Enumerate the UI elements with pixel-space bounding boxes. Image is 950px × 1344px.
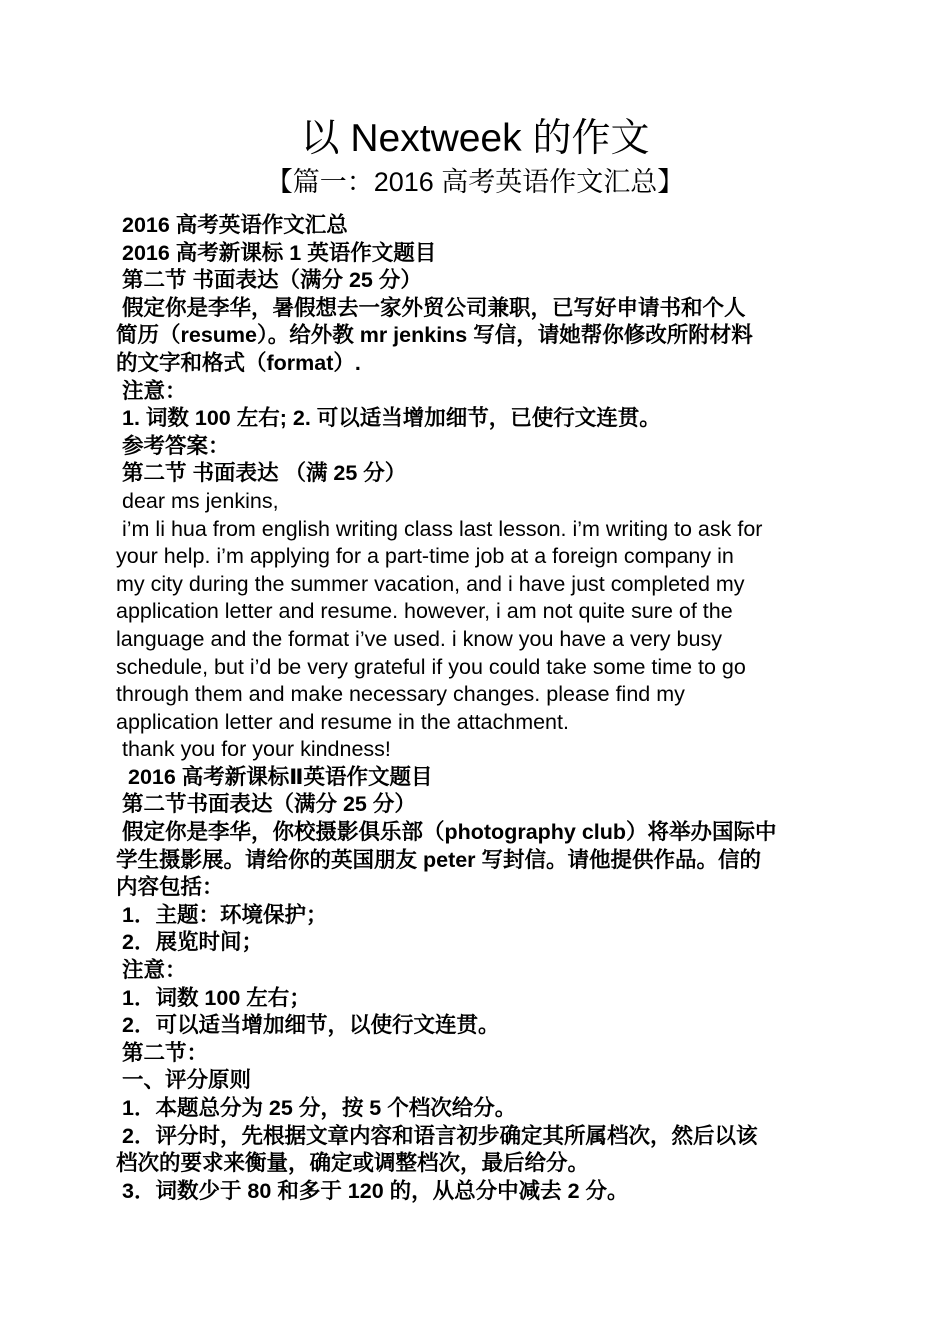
text-line: dear ms jenkins, [122,488,279,513]
text-line: 2016 高考英语作文汇总 [122,213,348,237]
text-line: i’m li hua from english writing class last lesson. i’m writing to ask for [122,516,763,541]
text-line: 档次的要求来衡量，确定或调整档次，最后给分。 [116,1151,590,1176]
text-line: 注意： [122,958,187,983]
text-line: 2．评分时，先根据文章内容和语言初步确定其所属档次，然后以该 [122,1123,758,1148]
text-line: 第二节 书面表达（满分 25 分） [122,268,422,293]
text-line: language and the format i’ve used. i know you have a very busy [116,626,722,651]
text-line: my city during the summer vacation, and i have just completed my [116,571,745,596]
text-line: 的文字和格式（format）. [116,350,361,375]
text-line: 简历（resume）。给外教 mr jenkins 写信，请她帮你修改所附材料 [116,323,753,348]
text-line: 参考答案： [122,433,230,458]
document-subtitle: 【篇一：2016 高考英语作文汇总】 [265,167,685,197]
text-line: application letter and resume. however, i am not quite sure of the [116,599,733,624]
text-line: 第二节： [122,1040,209,1065]
text-line: 2．可以适当增加细节，以使行文连贯。 [122,1013,500,1038]
text-line: 第二节 书面表达 （满 25 分） [122,461,407,486]
text-line: your help. i’m applying for a part-time job at a foreign company in [116,544,734,569]
text-line: 学生摄影展。请给你的英国朋友 peter 写封信。请他提供作品。信的 [116,847,762,872]
text-line: 2016 高考新课标Ⅱ英语作文题目 [128,764,433,789]
text-line: schedule, but i’d be very grateful if you could take some time to go [116,654,746,679]
text-line: application letter and resume in the attachment. [116,709,569,734]
text-line: through them and make necessary changes. please find my [116,682,685,707]
text-line: 第二节书面表达（满分 25 分） [122,792,416,817]
text-line: 1．词数 100 左右； [122,985,311,1010]
document-title: 以 Nextweek 的作文 [300,117,650,160]
text-line: 注意： [122,378,187,403]
text-line: thank you for your kindness! [122,737,391,762]
text-line: 1．本题总分为 25 分，按 5 个档次给分。 [122,1096,517,1120]
text-line: 一、评分原则 [122,1068,252,1093]
text-line: 假定你是李华，暑假想去一家外贸公司兼职，已写好申请书和个人 [122,295,746,320]
text-line: 1. 词数 100 左右; 2. 可以适当增加细节，已使行文连贯。 [122,406,661,431]
text-line: 1．主题：环境保护； [122,902,328,927]
text-line: 假定你是李华，你校摄影俱乐部（photography club）将举办国际中 [122,820,777,845]
text-line: 3．词数少于 80 和多于 120 的，从总分中减去 2 分。 [122,1178,629,1203]
text-line: 2016 高考新课标 1 英语作文题目 [122,240,437,265]
text-line: 内容包括： [116,875,224,900]
text-line: 2．展览时间； [122,930,263,955]
document-body [116,212,844,1205]
